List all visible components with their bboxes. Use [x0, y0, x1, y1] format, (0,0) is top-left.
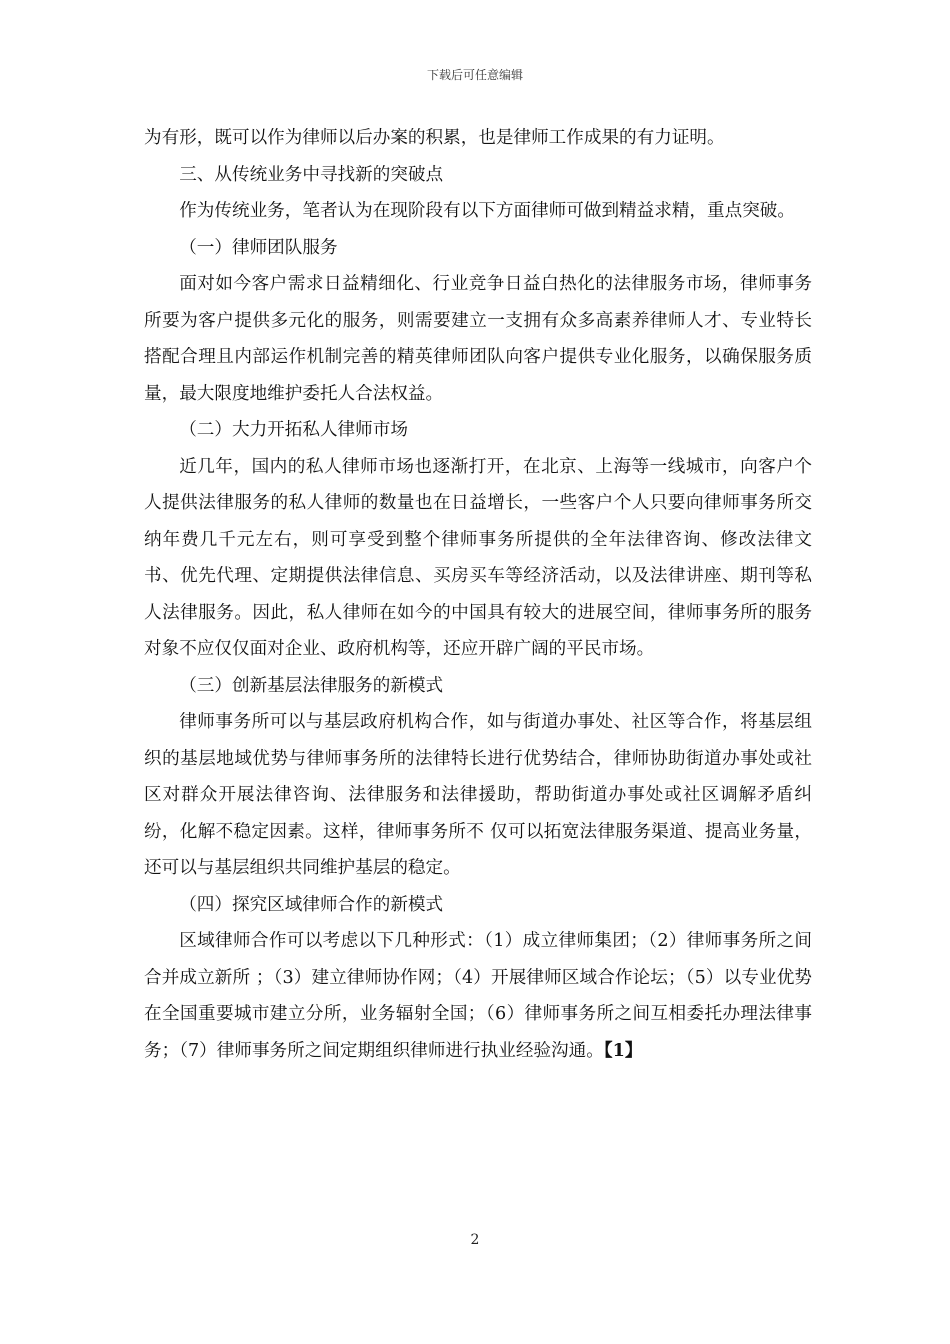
subheading-2: （二）大力开拓私人律师市场: [179, 420, 408, 440]
document-body: [144, 120, 812, 1069]
paragraph-grassroots: 律师事务所可以与基层政府机构合作，如与街道办事处、社区等合作，将基层组织的基层地域优势与律师事务所的法律特长进行优势结合，律师协助街道办事处或社区对群众开展法律咨询、法律服务和法律援助，帮助街道办事处或社区调解矛盾纠纷，化解不稳定因素。这样，律师事务所不 仅可以拓宽法律服务渠道、提高业务量，还可以与基层组织共同维护基层的稳定。: [144, 712, 812, 878]
paragraph-continuation: 为有形，既可以作为律师以后办案的积累，也是律师工作成果的有力证明。: [144, 128, 725, 148]
paragraph-intro: 作为传统业务，笔者认为在现阶段有以下方面律师可做到精益求精，重点突破。: [179, 201, 795, 221]
paragraph-regional: [144, 923, 812, 1069]
subheading-4: （四）探究区域律师合作的新模式: [179, 894, 444, 915]
subheading-1: （一）律师团队服务: [179, 237, 338, 258]
paragraph-private-lawyer: 近几年，国内的私人律师市场也逐渐打开，在北京、上海等一线城市，向客户个人提供法律服务的私人律师的数量也在日益增长，一些客户个人只要向律师事务所交纳年费几千元左右，则可享受到整个律师事务所提供的全年法律咨询、修改法律文书、优先代理、定期提供法律信息、买房买车等经济活动，以及法律讲座、期刊等私人法律服务。因此，私人律师在如今的中国具有较大的进展空间，律师事务所的服务对象不应仅仅面对企业、政府机构等，还应开辟广阔的平民市场。: [144, 456, 812, 659]
paragraph-team-service: 面对如今客户需求日益精细化、行业竞争日益白热化的法律服务市场，律师事务所要为客户提供多元化的服务，则需要建立一支拥有众多高素养律师人才、专业特长搭配合理且内部运作机制完善的精英律师团队向客户提供专业化服务，以确保服务质量，最大限度地维护委托人合法权益。: [144, 274, 812, 404]
page-number: 2: [470, 1232, 480, 1248]
reference-mark: 【1】: [603, 1039, 643, 1061]
subheading-3: （三）创新基层法律服务的新模式: [179, 675, 444, 696]
page-header: 下载后可任意编辑: [426, 68, 523, 82]
section-heading-3: 三、从传统业务中寻找新的突破点: [179, 164, 444, 185]
paragraph-regional-text: 区域律师合作可以考虑以下几种形式：（1）成立律师集团；（2）律师事务所之间合并成立新所 ；（3）建立律师协作网；（4）开展律师区域合作论坛；（5）以专业优势在全国重要城市建立分所，业务辐射全国；（6）律师事务所之间互相委托办理法律事务；（7）律师事务所之间定期组织律师进行执业经验沟通。: [144, 931, 812, 1061]
